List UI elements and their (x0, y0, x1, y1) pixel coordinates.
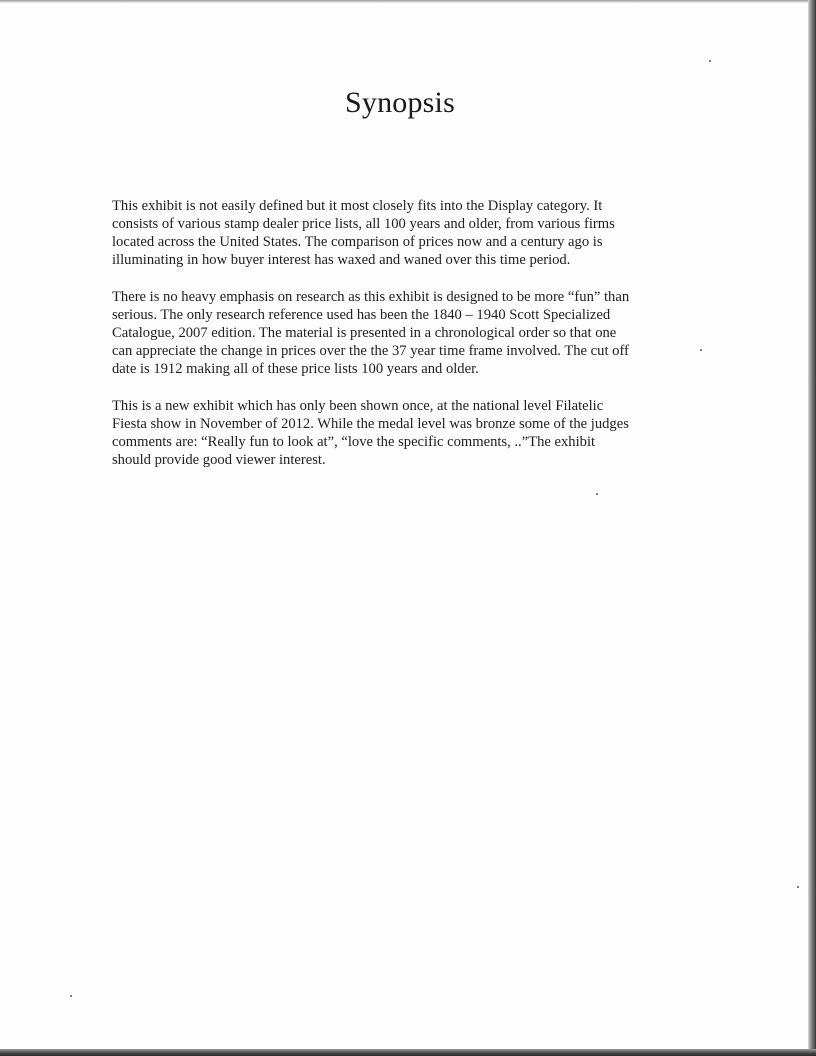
text-line: Fiesta show in November of 2012. While the medal level was bronze some of the judges (112, 416, 629, 432)
text-line: date is 1912 making all of these price lists 100 years and older. (112, 361, 479, 377)
paragraph-1 (112, 197, 702, 269)
page-title: Synopsis (345, 86, 455, 119)
scan-speck (70, 995, 72, 997)
scan-bottom-edge (0, 1049, 816, 1056)
text-line: located across the United States. The comparison of prices now and a century ago is (112, 234, 603, 250)
text-line: This exhibit is not easily defined but it most closely fits into the Display category. It (112, 198, 603, 214)
text-line: There is no heavy emphasis on research as this exhibit is designed to be more “fun” than (112, 289, 630, 305)
text-line: can appreciate the change in prices over the the 37 year time frame involved. The cut off (112, 343, 629, 359)
text-line: should provide good viewer interest. (112, 452, 326, 468)
scan-speck (709, 60, 711, 62)
scan-right-edge (808, 0, 816, 1056)
text-line: This is a new exhibit which has only been shown once, at the national level Filatelic (112, 398, 604, 414)
scan-speck (797, 886, 799, 888)
scan-top-edge (0, 0, 816, 3)
scan-speck (596, 493, 598, 495)
text-line: comments are: “Really fun to look at”, “love the specific comments, ..”The exhibit (112, 434, 596, 450)
text-line: Catalogue, 2007 edition. The material is presented in a chronological order so that one (112, 325, 617, 341)
text-line: serious. The only research reference used has been the 1840 – 1940 Scott Specialized (112, 307, 611, 323)
text-line: illuminating in how buyer interest has waxed and waned over this time period. (112, 252, 571, 268)
paragraph-3 (112, 397, 702, 469)
text-line: consists of various stamp dealer price lists, all 100 years and older, from various firms (112, 216, 615, 232)
paragraph-2 (112, 288, 702, 378)
